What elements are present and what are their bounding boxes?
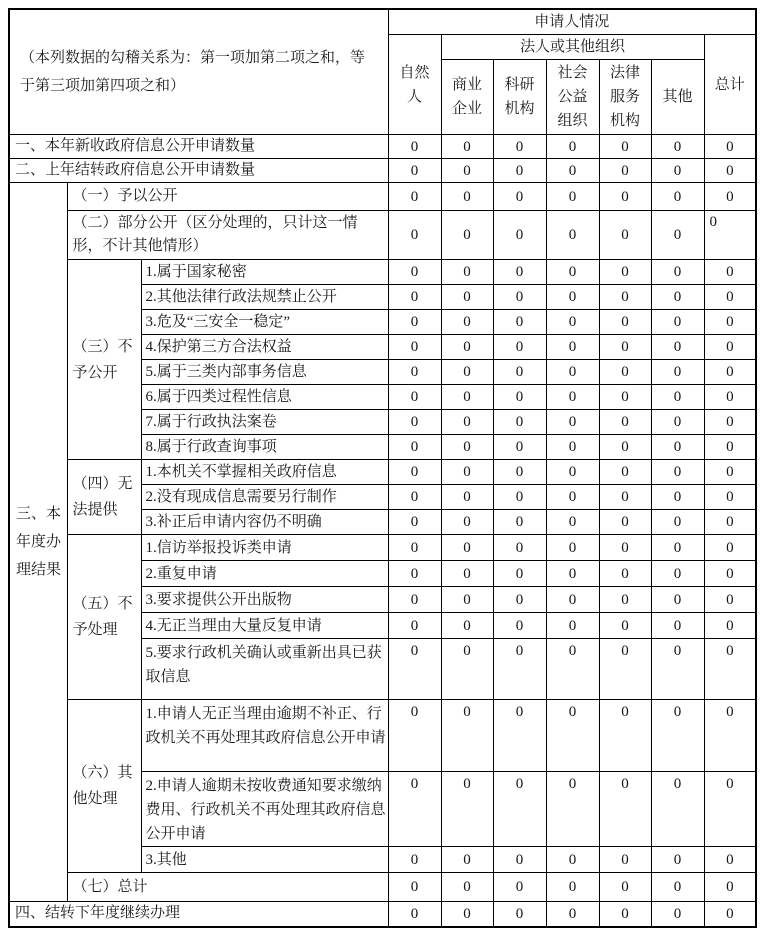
value-cell: 0 (546, 385, 599, 410)
value-cell: 0 (493, 772, 546, 847)
value-cell: 0 (388, 360, 441, 385)
value-cell: 0 (388, 435, 441, 460)
value-cell: 0 (546, 360, 599, 385)
value-cell: 0 (441, 847, 493, 873)
value-cell: 0 (441, 535, 493, 561)
value-cell: 0 (546, 183, 599, 211)
value-cell: 0 (388, 460, 441, 485)
value-cell: 0 (651, 310, 704, 335)
value-cell: 0 (651, 460, 704, 485)
row-label: 3.补正后申请内容仍不明确 (141, 510, 388, 535)
value-cell: 0 (388, 135, 441, 159)
value-cell: 0 (388, 510, 441, 535)
value-cell: 0 (493, 385, 546, 410)
value-cell: 0 (704, 460, 756, 485)
group-label: （六）其他处理 (67, 700, 141, 873)
value-cell: 0 (546, 561, 599, 587)
value-cell: 0 (704, 561, 756, 587)
group-label: （五）不予处理 (67, 535, 141, 700)
value-cell: 0 (704, 700, 756, 772)
row-label: 2.没有现成信息需要另行制作 (141, 485, 388, 510)
value-cell: 0 (599, 485, 651, 510)
value-cell: 0 (546, 285, 599, 310)
value-cell: 0 (599, 260, 651, 285)
value-cell: 0 (441, 772, 493, 847)
value-cell: 0 (493, 310, 546, 335)
group-label: （三）不予公开 (67, 260, 141, 460)
value-cell: 0 (493, 460, 546, 485)
value-cell: 0 (651, 435, 704, 460)
header-org-type-commercial: 商业企业 (441, 60, 493, 135)
value-cell: 0 (441, 211, 493, 260)
value-cell: 0 (704, 183, 756, 211)
value-cell: 0 (704, 159, 756, 183)
value-cell: 0 (493, 485, 546, 510)
value-cell: 0 (651, 485, 704, 510)
value-cell: 0 (599, 587, 651, 613)
value-cell: 0 (651, 847, 704, 873)
value-cell: 0 (441, 410, 493, 435)
value-cell: 0 (441, 183, 493, 211)
value-cell: 0 (704, 772, 756, 847)
row-label: 6.属于四类过程性信息 (141, 385, 388, 410)
value-cell: 0 (651, 335, 704, 360)
value-cell: 0 (599, 183, 651, 211)
value-cell: 0 (441, 460, 493, 485)
value-cell: 0 (704, 435, 756, 460)
value-cell: 0 (651, 183, 704, 211)
value-cell: 0 (441, 260, 493, 285)
group-label: （四）无法提供 (67, 460, 141, 535)
value-cell: 0 (704, 510, 756, 535)
value-cell: 0 (704, 535, 756, 561)
value-cell: 0 (388, 410, 441, 435)
value-cell: 0 (493, 587, 546, 613)
row-label: （一）予以公开 (67, 183, 388, 211)
value-cell: 0 (599, 285, 651, 310)
value-cell: 0 (441, 360, 493, 385)
value-cell: 0 (388, 159, 441, 183)
row-label: 4.保护第三方合法权益 (141, 335, 388, 360)
value-cell: 0 (599, 310, 651, 335)
value-cell: 0 (599, 700, 651, 772)
value-cell: 0 (388, 772, 441, 847)
value-cell: 0 (388, 211, 441, 260)
value-cell: 0 (546, 587, 599, 613)
row-label: 8.属于行政查询事项 (141, 435, 388, 460)
value-cell: 0 (599, 135, 651, 159)
value-cell: 0 (546, 902, 599, 927)
value-cell: 0 (388, 260, 441, 285)
value-cell: 0 (493, 902, 546, 927)
value-cell: 0 (651, 211, 704, 260)
value-cell: 0 (599, 847, 651, 873)
value-cell: 0 (704, 135, 756, 159)
value-cell: 0 (651, 700, 704, 772)
value-cell: 0 (704, 639, 756, 700)
value-cell: 0 (599, 385, 651, 410)
value-cell: 0 (599, 360, 651, 385)
row-label: 4.无正当理由大量反复申请 (141, 613, 388, 639)
value-cell: 0 (704, 211, 756, 260)
value-cell: 0 (546, 772, 599, 847)
value-cell: 0 (546, 873, 599, 902)
row-label: 5.属于三类内部事务信息 (141, 360, 388, 385)
value-cell: 0 (441, 639, 493, 700)
value-cell: 0 (546, 639, 599, 700)
value-cell: 0 (388, 902, 441, 927)
value-cell: 0 (493, 260, 546, 285)
value-cell: 0 (704, 285, 756, 310)
value-cell: 0 (651, 135, 704, 159)
value-cell: 0 (651, 510, 704, 535)
row-label: 3.其他 (141, 847, 388, 873)
value-cell: 0 (546, 613, 599, 639)
row-label: （七）总计 (67, 873, 388, 902)
value-cell: 0 (704, 485, 756, 510)
value-cell: 0 (441, 310, 493, 335)
value-cell: 0 (441, 335, 493, 360)
row-label: 1.属于国家秘密 (141, 260, 388, 285)
value-cell: 0 (599, 159, 651, 183)
value-cell: 0 (441, 510, 493, 535)
value-cell: 0 (493, 435, 546, 460)
value-cell: 0 (599, 772, 651, 847)
value-cell: 0 (388, 310, 441, 335)
header-org-type-public-welfare: 社会公益组织 (546, 60, 599, 135)
header-total: 总计 (704, 35, 756, 135)
value-cell: 0 (546, 510, 599, 535)
value-cell: 0 (651, 587, 704, 613)
value-cell: 0 (651, 360, 704, 385)
value-cell: 0 (441, 485, 493, 510)
value-cell: 0 (546, 485, 599, 510)
header-org-type-other: 其他 (651, 60, 704, 135)
value-cell: 0 (441, 873, 493, 902)
value-cell: 0 (651, 561, 704, 587)
value-cell: 0 (493, 873, 546, 902)
value-cell: 0 (651, 285, 704, 310)
value-cell: 0 (704, 360, 756, 385)
value-cell: 0 (493, 410, 546, 435)
row-label: 1.本机关不掌握相关政府信息 (141, 460, 388, 485)
row-label: 7.属于行政执法案卷 (141, 410, 388, 435)
value-cell: 0 (651, 902, 704, 927)
value-cell: 0 (599, 410, 651, 435)
value-cell: 0 (493, 159, 546, 183)
value-cell: 0 (388, 335, 441, 360)
section-label: 三、本年度办理结果 (9, 183, 67, 902)
value-cell: 0 (546, 159, 599, 183)
value-cell: 0 (599, 435, 651, 460)
value-cell: 0 (546, 310, 599, 335)
value-cell: 0 (599, 335, 651, 360)
value-cell: 0 (704, 587, 756, 613)
value-cell: 0 (704, 260, 756, 285)
value-cell: 0 (493, 335, 546, 360)
row-label: 1.信访举报投诉类申请 (141, 535, 388, 561)
value-cell: 0 (599, 902, 651, 927)
value-cell: 0 (493, 847, 546, 873)
value-cell: 0 (651, 613, 704, 639)
value-cell: 0 (441, 587, 493, 613)
row-label: 2.重复申请 (141, 561, 388, 587)
value-cell: 0 (651, 772, 704, 847)
value-cell: 0 (493, 211, 546, 260)
value-cell: 0 (704, 847, 756, 873)
header-natural-person: 自然人 (388, 35, 441, 135)
value-cell: 0 (441, 135, 493, 159)
note-cell: （本列数据的勾稽关系为：第一项加第二项之和，等于第三项加第四项之和） (9, 9, 388, 135)
value-cell: 0 (546, 435, 599, 460)
value-cell: 0 (388, 700, 441, 772)
row-label: 1.申请人无正当理由逾期不补正、行政机关不再处理其政府信息公开申请 (141, 700, 388, 772)
value-cell: 0 (493, 639, 546, 700)
value-cell: 0 (441, 700, 493, 772)
value-cell: 0 (599, 510, 651, 535)
value-cell: 0 (599, 613, 651, 639)
value-cell: 0 (441, 385, 493, 410)
value-cell: 0 (388, 535, 441, 561)
value-cell: 0 (546, 847, 599, 873)
value-cell: 0 (704, 902, 756, 927)
row-label: 5.要求行政机关确认或重新出具已获取信息 (141, 639, 388, 700)
value-cell: 0 (651, 410, 704, 435)
value-cell: 0 (388, 285, 441, 310)
row-label: 一、本年新收政府信息公开申请数量 (9, 135, 388, 159)
row-label: （二）部分公开（区分处理的，只计这一情形，不计其他情形） (67, 211, 388, 260)
value-cell: 0 (388, 183, 441, 211)
value-cell: 0 (493, 135, 546, 159)
value-cell: 0 (388, 639, 441, 700)
value-cell: 0 (441, 285, 493, 310)
value-cell: 0 (388, 561, 441, 587)
value-cell: 0 (704, 335, 756, 360)
value-cell: 0 (651, 873, 704, 902)
value-cell: 0 (599, 211, 651, 260)
value-cell: 0 (599, 561, 651, 587)
row-label: 3.危及“三安全一稳定” (141, 310, 388, 335)
value-cell: 0 (388, 613, 441, 639)
value-cell: 0 (546, 700, 599, 772)
value-cell: 0 (651, 260, 704, 285)
value-cell: 0 (546, 135, 599, 159)
value-cell: 0 (493, 183, 546, 211)
value-cell: 0 (546, 211, 599, 260)
value-cell: 0 (493, 561, 546, 587)
value-cell: 0 (651, 159, 704, 183)
value-cell: 0 (599, 535, 651, 561)
value-cell: 0 (493, 360, 546, 385)
value-cell: 0 (388, 485, 441, 510)
value-cell: 0 (441, 902, 493, 927)
value-cell: 0 (546, 335, 599, 360)
header-legal-org: 法人或其他组织 (441, 35, 704, 60)
row-label: 二、上年结转政府信息公开申请数量 (9, 159, 388, 183)
value-cell: 0 (388, 385, 441, 410)
value-cell: 0 (704, 310, 756, 335)
value-cell: 0 (546, 535, 599, 561)
value-cell: 0 (388, 873, 441, 902)
value-cell: 0 (599, 873, 651, 902)
value-cell: 0 (704, 873, 756, 902)
value-cell: 0 (651, 639, 704, 700)
value-cell: 0 (599, 639, 651, 700)
value-cell: 0 (651, 535, 704, 561)
value-cell: 0 (651, 385, 704, 410)
value-cell: 0 (493, 285, 546, 310)
value-cell: 0 (493, 613, 546, 639)
value-cell: 0 (546, 410, 599, 435)
disclosure-statistics-table (8, 8, 757, 928)
value-cell: 0 (704, 410, 756, 435)
value-cell: 0 (493, 700, 546, 772)
value-cell: 0 (704, 613, 756, 639)
value-cell: 0 (493, 535, 546, 561)
value-cell: 0 (493, 510, 546, 535)
header-org-type-legal-service: 法律服务机构 (599, 60, 651, 135)
header-applicant-status: 申请人情况 (388, 9, 756, 35)
row-label: 2.其他法律行政法规禁止公开 (141, 285, 388, 310)
value-cell: 0 (704, 385, 756, 410)
header-org-type-research: 科研机构 (493, 60, 546, 135)
row-label: 2.申请人逾期未按收费通知要求缴纳费用、行政机关不再处理其政府信息公开申请 (141, 772, 388, 847)
value-cell: 0 (441, 159, 493, 183)
value-cell: 0 (388, 847, 441, 873)
value-cell: 0 (441, 613, 493, 639)
row-label: 3.要求提供公开出版物 (141, 587, 388, 613)
value-cell: 0 (388, 587, 441, 613)
value-cell: 0 (441, 561, 493, 587)
value-cell: 0 (441, 435, 493, 460)
value-cell: 0 (546, 260, 599, 285)
value-cell: 0 (546, 460, 599, 485)
row-label: 四、结转下年度继续办理 (9, 902, 388, 927)
value-cell: 0 (599, 460, 651, 485)
